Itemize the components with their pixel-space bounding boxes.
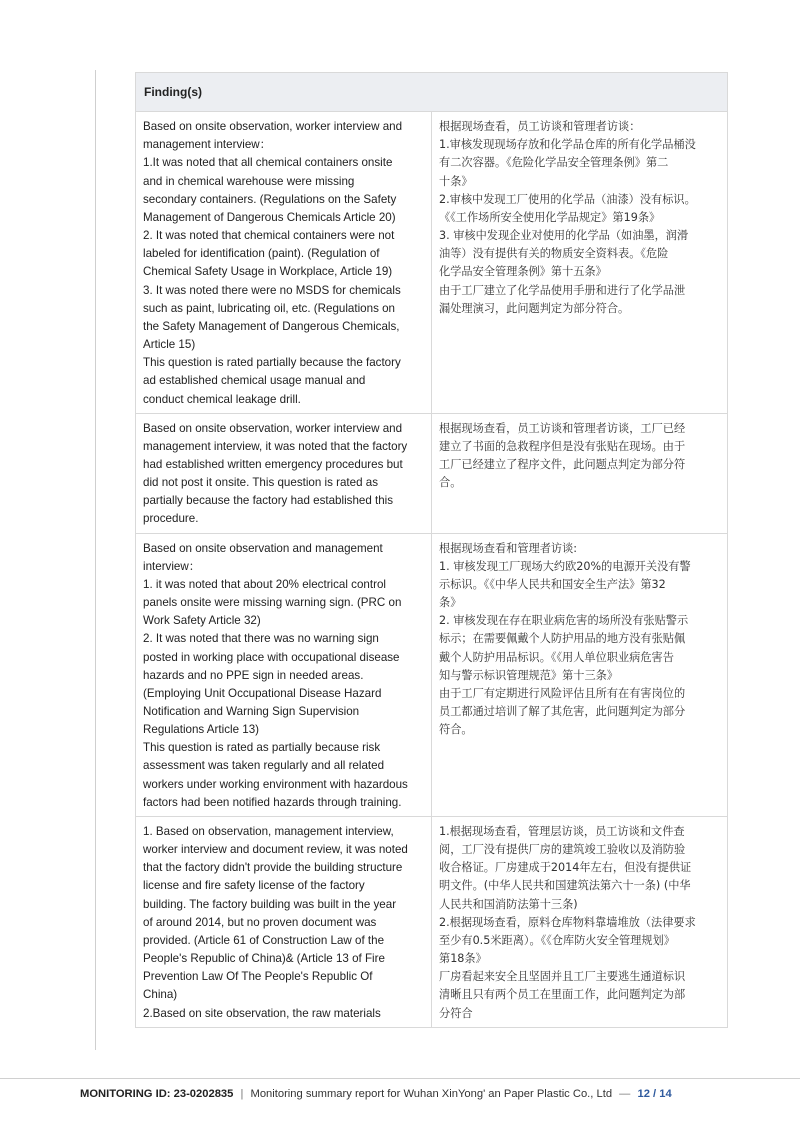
finding-chinese-cell [432,533,728,816]
text-line: 1. Based on observation, management interview, [143,824,394,838]
text-line: 第18条》 [439,952,487,966]
text-line: procedure. [143,512,199,526]
page-footer [80,1088,672,1100]
text-line: China) [143,988,178,1002]
text-line: 漏处理演习，此问题判定为部分符合。 [439,301,630,315]
table-row [136,112,728,414]
text-line: Based on onsite observation, worker interview and [143,421,403,435]
text-line: Article 15) [143,338,196,352]
text-line: building. The factory building was built in the year [143,897,397,911]
text-line: 1.根据现场查看，管理层访谈，员工访谈和文件查 [439,824,685,838]
text-line: 2. 审核发现在存在职业病危害的场所没有张贴警示 [439,614,689,628]
text-line: 有二次容器。《危险化学品安全管理条例》第二 [439,156,669,170]
report-title: Monitoring summary report for Wuhan XinYong' an Paper Plastic Co., Ltd [250,1088,613,1100]
text-line: factors had been notified hazards through training. [143,795,402,809]
table-row [136,816,728,1027]
text-line: panels onsite were missing warning sign. (PRC on [143,596,402,610]
text-line: workers under working environment with hazardous [143,777,408,791]
text-line: 合。 [439,476,462,490]
text-line: partially because the factory had established this [143,494,394,508]
text-line: Regulations Article 13) [143,723,259,737]
text-line: of around 2014, but no proven document was [143,915,377,929]
text-line: This question is rated partially because the factory [143,356,401,370]
text-line: 2.审核中发现工厂使用的化学品（油漆）没有标识。 [439,192,696,206]
text-line: 收合格证。厂房建成于2014年左右，但没有提供证 [439,861,692,875]
text-line: 条》 [439,596,462,610]
text-line: 建立了书面的急救程序但是没有张贴在现场。由于 [439,439,686,453]
text-line: 根据现场查看，员工访谈和管理者访谈，工厂已经 [439,421,686,435]
finding-chinese-cell [432,413,728,533]
text-line: 3. 审核中发现企业对使用的化学品（如油墨，润滑 [439,229,689,243]
finding-english-cell [136,413,432,533]
monitoring-id: MONITORING ID: 23-0202835 [80,1088,234,1100]
text-line: 厂房看起来安全且坚固并且工厂主要逃生通道标识 [439,970,686,984]
text-line: provided. (Article 61 of Construction Law of the [143,933,385,947]
finding-english-cell [136,533,432,816]
text-line: did not post it onsite. This question is rated as [143,476,379,490]
text-line: Based on onsite observation and management [143,541,383,555]
text-line: 油等）没有提供有关的物质安全资料表。《危险 [439,247,669,261]
text-line: management interview： [143,138,272,152]
text-line: 根据现场查看，员工访谈和管理者访谈： [439,120,641,134]
finding-chinese-cell [432,112,728,414]
table-row [136,533,728,816]
text-line: secondary containers. (Regulations on the Safety [143,192,397,206]
text-line: conduct chemical leakage drill. [143,392,301,406]
text-line: 2.Based on site observation, the raw materials [143,1006,381,1020]
text-line: Based on onsite observation, worker interview and [143,120,403,134]
text-line: 2.根据现场查看，原料仓库物料靠墙堆放（法律要求 [439,915,696,929]
footer-dash: — [619,1088,631,1100]
text-line: 1.审核发现现场存放和化学品仓库的所有化学品桶没 [439,138,696,152]
text-line: People's Republic of China)& (Article 13 of Fire [143,952,385,966]
findings-header: Finding(s) [136,73,728,112]
text-line: 知与警示标识管理规范》第十三条》 [439,668,619,682]
text-line: license and fire safety license of the factory [143,879,365,893]
text-line: management interview, it was noted that the factory [143,439,408,453]
text-line: 2. It was noted that chemical containers were not [143,229,395,243]
text-line: 由于工厂有定期进行风险评估且所有在有害岗位的 [439,686,686,700]
page-number: 12 / 14 [637,1088,672,1100]
text-line: and in chemical warehouse were missing [143,174,355,188]
text-line: had established written emergency procedures but [143,457,403,471]
text-line: 戴个人防护用品标识。《《用人单位职业病危害告 [439,650,674,664]
finding-english-cell [136,816,432,1027]
text-line: Management of Dangerous Chemicals Article 20) [143,210,396,224]
text-line: 由于工厂建立了化学品使用手册和进行了化学品泄 [439,283,686,297]
text-line: 工厂已经建立了程序文件，此问题点判定为部分符 [439,457,686,471]
finding-chinese-cell [432,816,728,1027]
text-line: such as paint, lubricating oil, etc. (Regulations on [143,301,395,315]
text-line: posted in working place with occupational disease [143,650,400,664]
text-line: worker interview and document review, it was noted [143,843,408,857]
text-line: 清晰且只有两个员工在里面工作，此问题判定为部 [439,988,686,1002]
footer-rule [0,1078,800,1079]
text-line: Notification and Warning Sign Supervision [143,705,360,718]
text-line: ad established chemical usage manual and [143,374,366,388]
table-header-row [136,73,728,112]
text-line: 2. It was noted that there was no warning sign [143,632,379,646]
text-line: the Safety Management of Dangerous Chemicals, [143,319,400,333]
text-line: 根据现场查看和管理者访谈: [439,541,578,555]
text-line: that the factory didn't provide the building structure [143,861,403,875]
text-line: 人民共和国消防法第十三条) [439,897,578,911]
text-line: (Employing Unit Occupational Disease Hazard [143,686,382,700]
text-line: interview： [143,559,201,573]
text-line: 十条》 [439,174,473,188]
text-line: 示标识。《《中华人民共和国安全生产法》第32 [439,577,666,591]
findings-table [135,72,728,1028]
text-line: 标示；在需要佩戴个人防护用品的地方没有张贴佩 [439,632,686,646]
text-line: labeled for identification (paint). (Regulation of [143,247,380,261]
text-line: Work Safety Article 32) [143,614,261,628]
table-row [136,413,728,533]
text-line: 员工都通过培训了解了其危害，此问题判定为部分 [439,705,686,718]
footer-divider: | [240,1088,244,1100]
text-line: 分符合 [439,1006,473,1020]
text-line: Prevention Law Of The People's Republic Of [143,970,373,984]
left-margin-rule [95,70,96,1050]
text-line: 1. it was noted that about 20% electrical control [143,577,386,591]
text-line: hazards and no PPE sign in needed areas. [143,668,364,682]
text-line: 明文件。(中华人民共和国建筑法第六十一条) (中华 [439,879,691,893]
text-line: 阅，工厂没有提供厂房的建筑竣工验收以及消防验 [439,843,686,857]
text-line: 符合。 [439,723,473,737]
text-line: Chemical Safety Usage in Workplace, Article 19) [143,265,393,279]
text-line: 1. 审核发现工厂现场大约欧20%的电源开关没有警 [439,559,691,573]
text-line: 化学品安全管理条例》第十五条》 [439,265,607,279]
text-line: 3. It was noted there were no MSDS for chemicals [143,283,401,297]
text-line: This question is rated as partially because risk [143,741,381,755]
finding-english-cell [136,112,432,414]
text-line: 至少有0.5米距离）。《《仓库防火安全管理规划》 [439,933,675,947]
text-line: 《《工作场所安全使用化学品规定》第19条》 [439,210,661,224]
text-line: 1.It was noted that all chemical containers onsite [143,156,393,170]
text-line: assessment was taken regularly and all related [143,759,385,773]
